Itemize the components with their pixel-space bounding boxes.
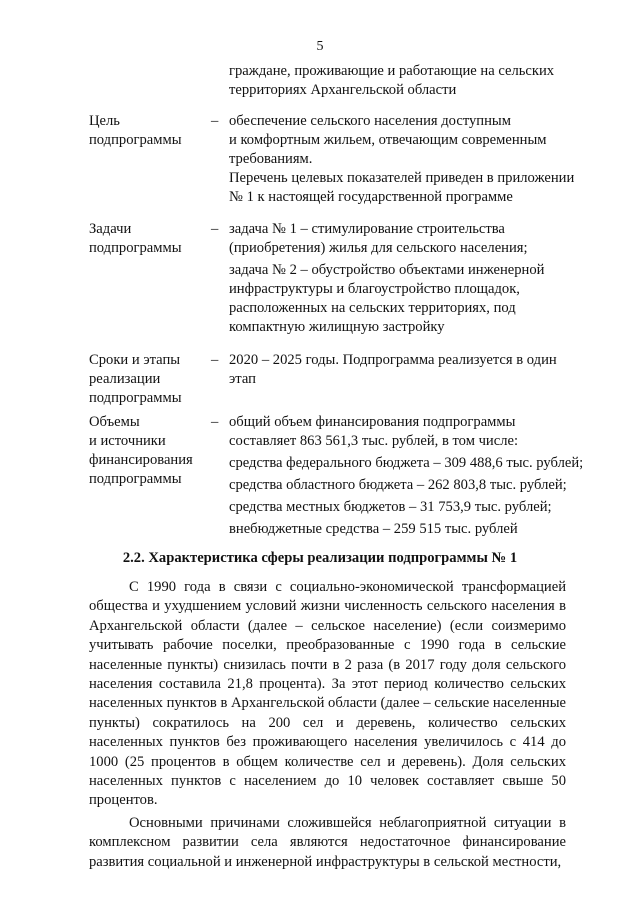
table-value-line: граждане, проживающие и работающие на сельских xyxy=(229,63,555,79)
table-value-line: № 1 к настоящей государственной программе xyxy=(229,189,513,205)
table-dash: – xyxy=(211,113,219,129)
table-value-line: расположенных на сельских территориях, под xyxy=(229,300,516,316)
table-value-line: средства областного бюджета – 262 803,8 тыс. рублей; xyxy=(229,477,567,493)
table-label-line: подпрограммы xyxy=(89,240,182,256)
table-label-line: подпрограммы xyxy=(89,132,182,148)
table-label-line: Объемы xyxy=(89,414,140,430)
table-value-line: общий объем финансирования подпрограммы xyxy=(229,414,516,430)
table-value-line: средства местных бюджетов – 31 753,9 тыс. рублей; xyxy=(229,499,552,515)
table-dash: – xyxy=(211,221,219,237)
table-value-line: инфраструктуры и благоустройство площадок, xyxy=(229,281,520,297)
table-value-line: задача № 1 – стимулирование строительства xyxy=(229,221,505,237)
table-value-line: требованиям. xyxy=(229,151,313,167)
table-value-line: этап xyxy=(229,371,256,387)
table-value-line: 2020 – 2025 годы. Подпрограмма реализуется в один xyxy=(229,352,557,368)
table-value-line: (приобретения) жилья для сельского населения; xyxy=(229,240,528,256)
table-label-line: подпрограммы xyxy=(89,471,182,487)
paragraph: С 1990 года в связи с социально-экономической трансформацией общества и ухудшением условий жизни численность сельского населения в Архангельской области (далее – сельское население) (если соизмеримо учитывать рабочие поселки, преобразованные с 1990 года в сельские населенные пункты) снизилась почти в 2 раза (в 2017 году доля сельского населения составила 21,8 процента). За этот период количество сельских населенных пунктов в Архангельской области (далее – сельские населенные пункты) сократилось на 200 сел и деревень, количество сельских населенных пунктов без проживающего населения увеличилось с 414 до 1000 (25 процентов в общем количестве сел и деревень). Доля сельских населенных пунктов с населением до 10 человек составляет свыше 50 процентов. xyxy=(89,579,566,809)
table-label-line: подпрограммы xyxy=(89,390,182,406)
table-value-line: обеспечение сельского населения доступным xyxy=(229,113,511,129)
table-value-line: составляет 863 561,3 тыс. рублей, в том числе: xyxy=(229,433,519,449)
table-dash: – xyxy=(211,352,219,368)
table-dash: – xyxy=(211,414,219,430)
table-label-line: реализации xyxy=(89,371,161,387)
table-value-line: и комфортным жильем, отвечающим современным xyxy=(229,132,547,148)
paragraph: Основными причинами сложившейся неблагоприятной ситуации в комплексном развитии села являются недостаточное финансирование развития социальной и инженерной инфраструктуры в сельской местности, xyxy=(89,814,566,870)
section-heading: 2.2. Характеристика сферы реализации подпрограммы № 1 xyxy=(122,550,518,566)
table-label-line: Цель xyxy=(89,113,120,129)
page-number: 5 xyxy=(316,39,324,54)
table-value-line: Перечень целевых показателей приведен в приложении xyxy=(229,170,575,186)
table-label-line: финансирования xyxy=(89,452,193,468)
table-value-line: задача № 2 – обустройство объектами инженерной xyxy=(229,262,545,278)
table-value-line: внебюджетные средства – 259 515 тыс. рублей xyxy=(229,521,518,537)
body-text xyxy=(89,578,566,872)
table-value-line: средства федерального бюджета – 309 488,6 тыс. рублей; xyxy=(229,455,584,471)
table-value-line: компактную жилищную застройку xyxy=(229,319,445,335)
table-value-line: территориях Архангельской области xyxy=(229,82,457,98)
table-label-line: Сроки и этапы xyxy=(89,352,181,368)
table-label-line: Задачи xyxy=(89,221,132,237)
table-label-line: и источники xyxy=(89,433,166,449)
